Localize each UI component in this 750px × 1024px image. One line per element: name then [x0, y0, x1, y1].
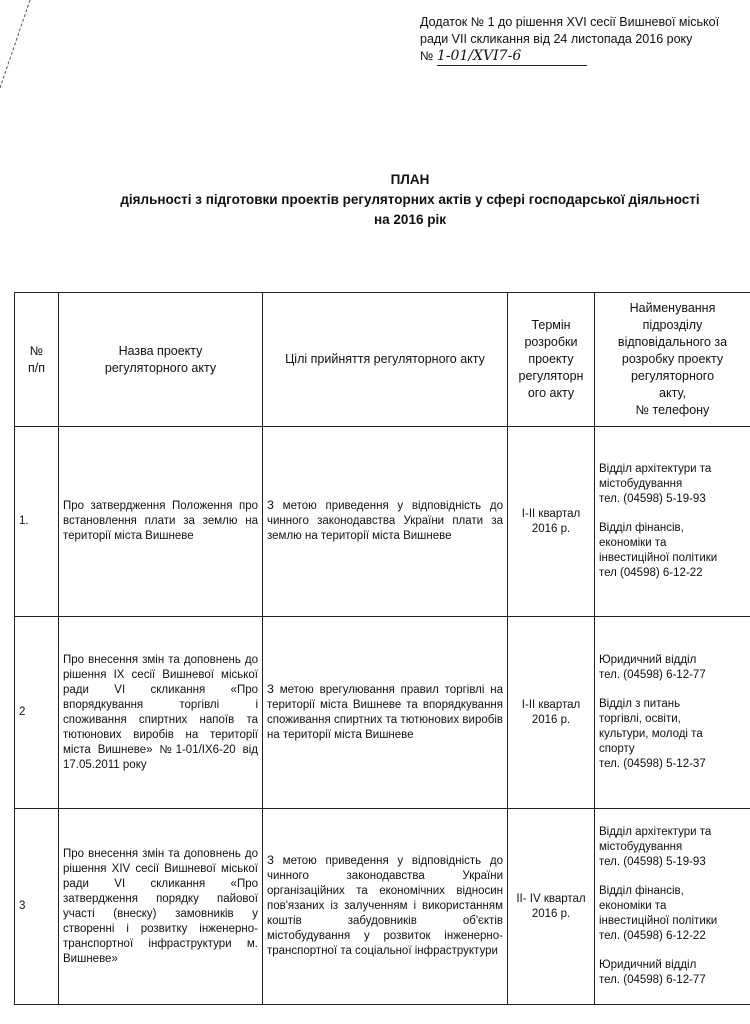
- annex-number-line: [420, 48, 750, 66]
- contact-entry: Відділ фінансів, економіки та інвестиційної політики тел. (04598) 6-12-22: [599, 885, 718, 942]
- table-row: [15, 617, 750, 809]
- row-responsible: [595, 427, 750, 617]
- title-line-3: на 2016 рік: [374, 212, 446, 227]
- row-term: І-ІІ квартал 2016 р.: [508, 427, 595, 617]
- title-line-2: діяльності з підготовки проектів регуляторних актів у сфері господарської діяльності: [120, 192, 700, 207]
- header-num: № п/п: [15, 293, 59, 427]
- contact-entry: Відділ архітектури та містобудування тел. (04598) 5-19-93: [599, 463, 712, 505]
- contact-entry: Відділ фінансів, економіки та інвестиційної політики тел (04598) 6-12-22: [599, 522, 718, 579]
- row-num: 3: [15, 809, 59, 1005]
- annex-number-handwritten: 1-01/XVI7-6: [437, 48, 587, 66]
- table-row: [15, 427, 750, 617]
- contact-entry: Відділ з питань торгівлі, освіти, культури, молоді та спорту тел. (04598) 5-12-37: [599, 698, 706, 770]
- contact-entry: Юридичний відділ тел. (04598) 6-12-77: [599, 654, 706, 681]
- contact-entry: Відділ архітектури та містобудування тел. (04598) 5-19-93: [599, 826, 712, 868]
- row-term: ІІ- IV квартал 2016 р.: [508, 809, 595, 1005]
- row-name: Про внесення змін та доповнень до рішення XIV сесії Вишневої міської ради VI скликання «Про затвердження порядку пайової участі (внеску) замовників у створенні і розвитку інженерно-транспортної інфраструктури м. Вишневе»: [59, 809, 263, 1005]
- plan-table: [14, 292, 750, 1005]
- scan-artifact-line: [0, 0, 70, 90]
- annex-number-prefix: №: [420, 49, 434, 63]
- row-responsible: [595, 617, 750, 809]
- row-responsible: [595, 809, 750, 1005]
- row-name: Про внесення змін та доповнень до рішення ІХ сесії Вишневої міської ради VI скликання «Про впорядкування торгівлі і споживання спиртних напоїв та тютюнових виробів на території міста Вишневе» №1-01/IX6-20 від 17.05.2011 року: [59, 617, 263, 809]
- annex-line-1: Додаток № 1 до рішення XVI сесії Вишневої міської: [420, 15, 720, 29]
- table-header-row: [15, 293, 750, 427]
- row-goal: З метою приведення у відповідність до чинного законодавства України плати за землю на території міста Вишневе: [263, 427, 508, 617]
- annex-header: [420, 14, 750, 66]
- document-title: [80, 170, 740, 230]
- row-goal: З метою врегулювання правил торгівлі на території міста Вишневе та впорядкування споживання спиртних та тютюнових виробів на території міста Вишневе: [263, 617, 508, 809]
- title-line-1: ПЛАН: [390, 172, 430, 187]
- row-name: Про затвердження Положення про встановлення плати за землю на території міста Вишневе: [59, 427, 263, 617]
- header-goal: Цілі прийняття регуляторного акту: [263, 293, 508, 427]
- row-num: 1.: [15, 427, 59, 617]
- header-name: Назва проекту регуляторного акту: [59, 293, 263, 427]
- row-num: 2: [15, 617, 59, 809]
- header-responsible: Найменування підрозділу відповідального за розробку проекту регуляторного акту, № телефону: [595, 293, 750, 427]
- annex-line-2: ради VII скликання від 24 листопада 2016 року: [420, 32, 693, 46]
- row-goal: З метою приведення у відповідність до чинного законодавства України організаційних та економічних відносин пов'язаних із залученням і використанням коштів забудовників об'єктів містобудування у розвиток інженерно-транспортної та соціальної інфраструктури: [263, 809, 508, 1005]
- contact-entry: Юридичний відділ тел. (04598) 6-12-77: [599, 959, 706, 986]
- header-term: Термін розробки проекту регуляторн ого акту: [508, 293, 595, 427]
- row-term: І-ІІ квартал 2016 р.: [508, 617, 595, 809]
- table-row: [15, 809, 750, 1005]
